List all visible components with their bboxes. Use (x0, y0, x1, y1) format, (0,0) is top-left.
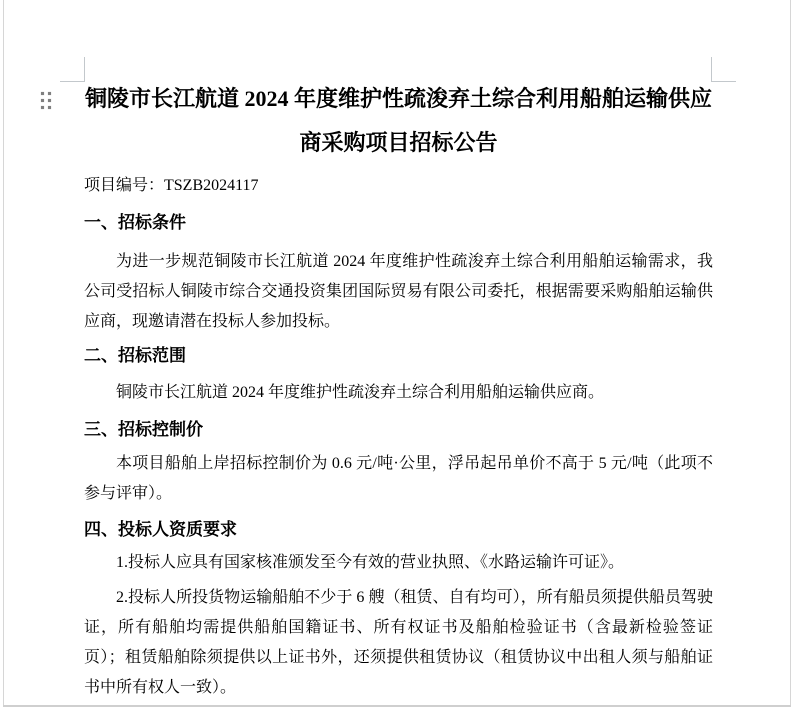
heading-bid-scope[interactable]: 二、招标范围 (84, 346, 186, 365)
paragraph-bid-control-price[interactable]: 本项目船舶上岸招标控制价为 0.6 元/吨·公里，浮吊起吊单价不高于 5 元/吨（此项不参与评审）。 (84, 455, 713, 502)
document-body (84, 0, 713, 703)
page-left-edge (3, 0, 4, 706)
project-number[interactable]: 项目编号：TSZB2024117 (84, 177, 259, 194)
paragraph-qualification-item-2[interactable]: 2.投标人所投货物运输船舶不少于 6 艘（租赁、自有均可），所有船员须提供船员驾驶证，所有船舶均需提供船舶国籍证书、所有权证书及船舶检验证书（含最新检验签证页）；租赁船舶除须提供以上证书外，还须提供租赁协议（租赁协议中出租人须与船舶证书中所有权人一致）。 (84, 589, 713, 696)
document-title-line-2: 商采购项目招标公告 (299, 130, 498, 155)
page-right-edge (790, 0, 791, 706)
text-boundary-mark-top-right (711, 81, 736, 82)
text-boundary-mark-top-left (60, 81, 85, 82)
heading-bid-conditions[interactable]: 一、招标条件 (84, 213, 186, 232)
document-title[interactable] (84, 77, 713, 165)
paragraph-bid-conditions[interactable]: 为进一步规范铜陵市长江航道 2024 年度维护性疏浚弃土综合利用船舶运输需求，我公司受招标人铜陵市综合交通投资集团国际贸易有限公司委托，根据需要采购船舶运输供应商，现邀请潜在投标人参加投标。 (84, 253, 713, 330)
document-title-line-1: 铜陵市长江航道 2024 年度维护性疏浚弃土综合利用船舶运输供应 (84, 86, 712, 111)
paragraph-qualification-item-1[interactable]: 1.投标人应具有国家核准颁发至今有效的营业执照、《水路运输许可证》。 (116, 554, 625, 571)
heading-bid-control-price[interactable]: 三、招标控制价 (84, 420, 203, 439)
drag-handle-icon[interactable] (41, 92, 51, 109)
page-bottom-edge (3, 705, 791, 707)
heading-bidder-qualifications[interactable]: 四、投标人资质要求 (84, 520, 237, 539)
paragraph-bid-scope[interactable]: 铜陵市长江航道 2024 年度维护性疏浚弃土综合利用船舶运输供应商。 (116, 384, 605, 401)
